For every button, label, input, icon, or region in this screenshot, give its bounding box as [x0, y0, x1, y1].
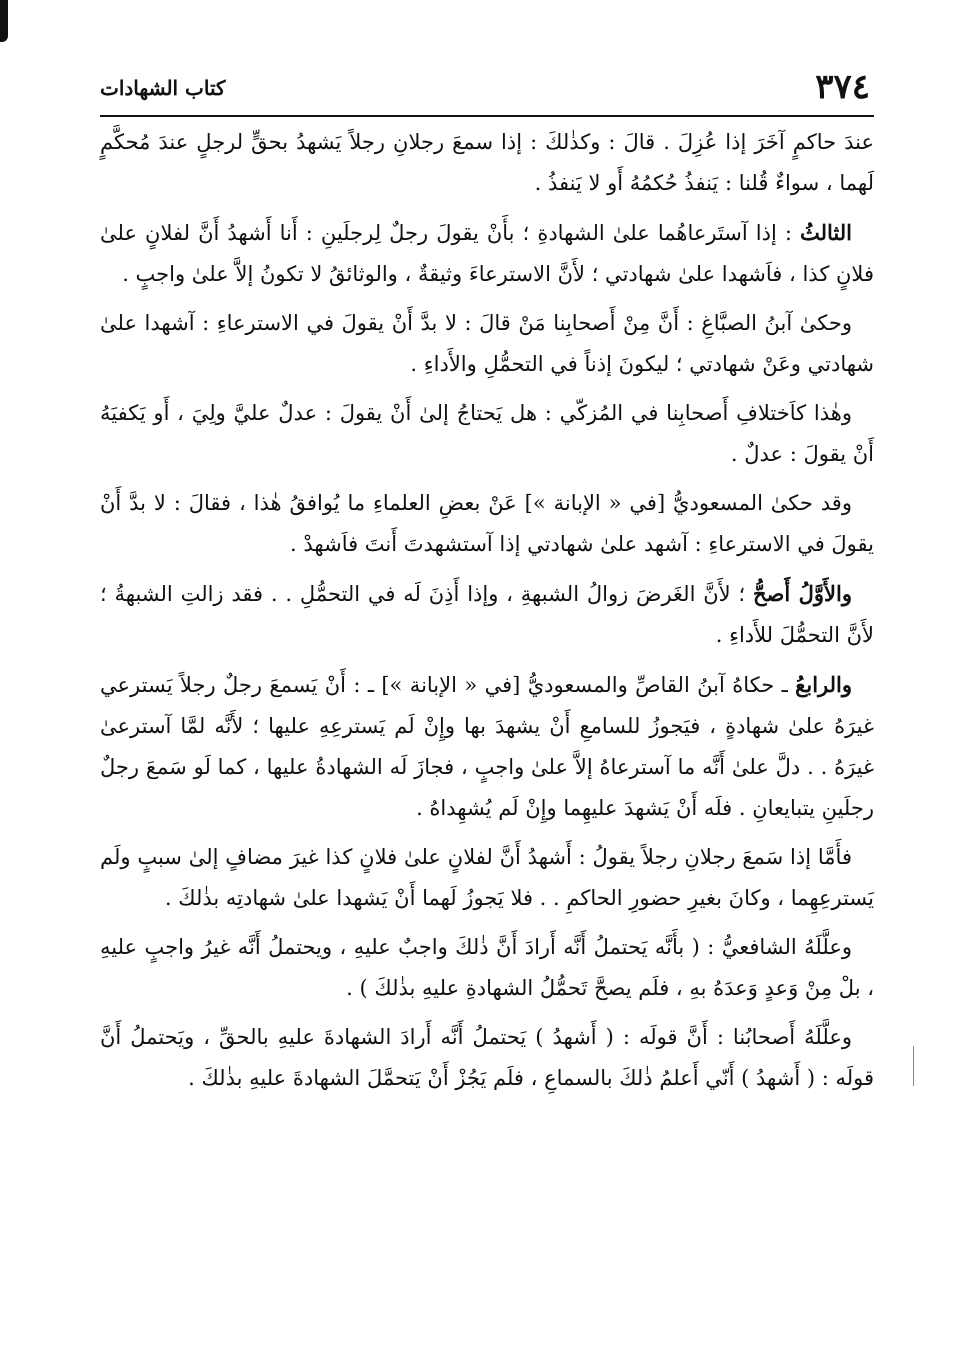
paragraph-text: وعلَّلَهُ أَصحابُنا : أَنَّ قولَه : ( أَشهدُ ) يَحتملُ أَنَّه أَرادَ الشهادةَ عليهِ بالحقِّ ، ويَحتملُ أَنَّ قولَه : ( أَشهدُ ) أَنّي أَعلمُ ذٰلكَ بالسماعِ ، فلَم يَجُزْ أَنْ يَتحمَّلَ الشهادةَ عليهِ بذٰلكَ .: [100, 1025, 874, 1090]
paragraph-text: وعلَّلَهُ الشافعيُّ : ( بأَنَّه يَحتملُ أَنَّه أَرادَ أَنَّ ذٰلكَ واجبٌ عليهِ ، ويحتملُ أَنَّه غيرُ واجبٍ عليهِ ، بلْ مِنْ وَعدٍ وَعدَهُ بهِ ، فلَم يصحَّ تَحمُّلُ الشهادةِ عليهِ بذٰلكَ ) .: [100, 935, 874, 1000]
paragraph: [100, 483, 874, 565]
paragraph-text: وقد حكىٰ المسعوديُّ [في « الإبانة »] عَنْ بعضِ العلماءِ ما يُوافقُ هٰذا ، فقالَ : لا بدَّ أَنْ يقولَ في الاسترعاءِ : آشهد علىٰ شهادتي إذا آستشهدتَ أَنتَ فاَشهدْ .: [100, 491, 874, 556]
paragraph-text: عندَ حاكمٍ آخَرَ إذا عُزِلَ . قالَ : وكذٰلكَ : إذا سمعَ رجلانِ رجلاً يَشهدُ بحقٍّ لرجلٍ عندَ مُحكَّمٍ لَهما ، سواءٌ قُلنا : يَنفذُ حُكمُهُ أَو لا يَنفذُ .: [100, 130, 874, 195]
margin-pencil-mark: [913, 1046, 914, 1086]
paragraph-text: ـ حكاهُ آبنُ القاصِّ والمسعوديُّ [في « الإبانة »] ـ : أَنْ يَسمعَ رجلٌ رجلاً يَسترعي غيرَهُ علىٰ شهادةٍ ، فيَجوزُ للسامعِ أَنْ يشهدَ بها وإِنْ لَم يَسترعِهِ عليها ؛ لأَنَّه لمَّا آسترعىٰ غيرَهُ . . دلَّ علىٰ أَنَّه ما آسترعاهُ إلاَّ علىٰ واجبٍ ، فجازَ لَه الشهادةُ عليها ، كما لَو سَمعَ رجلٌ رجلَينِ يتبايعانِ . فلَه أَنْ يَشهدَ عليهِما وإِنْ لَم يُشهِداهُ .: [100, 673, 874, 820]
paragraph-text: ؛ لأَنَّ الغَرضَ زوالُ الشبهةِ ، وإذا أَذِنَ لَه في التحمُّلِ . . فقد زالتِ الشبهةُ ؛ لأَنَّ التحمُّلَ للأَداءِ .: [100, 582, 874, 647]
scan-edge-mark: [0, 0, 8, 42]
paragraph-lead: الثالثُ: [800, 220, 852, 245]
paragraph-lead: والرابعُ: [795, 672, 852, 697]
paragraph-text: وهٰذا كاَختلافِ أَصحابِنا في المُزكّي : هل يَحتاجُ إلىٰ أَنْ يقولَ : عدلٌ عليَّ ولِيَ ، أَو يَكفيَهُ أَنْ يقولَ : عدلٌ .: [100, 401, 874, 466]
paragraph: [100, 927, 874, 1009]
header-divider: [100, 115, 874, 117]
page-number: ٣٧٤: [815, 67, 870, 107]
paragraph: [100, 212, 874, 295]
paragraph: [100, 573, 874, 656]
paragraph-lead: والأَوَّلُ أَصحُّ: [752, 581, 853, 606]
paragraph: [100, 664, 874, 829]
paragraph-text: فأَمَّا إذا سَمعَ رجلانِ رجلاً يقولُ : أَشهدُ أَنَّ لفلانٍ علىٰ فلانٍ كذا غيرَ مضافٍ إلىٰ سببٍ ولَم يَسترعِهِما ، وكانَ بغيرِ حضورِ الحاكمِ . . فلا يَجوزُ لَهما أَنْ يَشهدا علىٰ شهادتِه بذٰلكَ .: [100, 845, 874, 910]
paragraph-text: : إذا آستَرعاهُما علىٰ الشهادةِ ؛ بأَنْ يقولَ رجلٌ لِرجلَينِ : أَنا أَشهدُ أَنَّ لفلانٍ علىٰ فلانٍ كذا ، فاَشهدا علىٰ شهادتي ؛ لأَنَّ الاسترعاءَ وثيقةٌ ، والوثائقُ لا تكونُ إلاَّ علىٰ واجبٍ .: [100, 221, 874, 286]
paragraph: [100, 393, 874, 475]
paragraph: [100, 303, 874, 385]
paragraph: [100, 837, 874, 919]
paragraph-text: وحكىٰ آبنُ الصبَّاغِ : أَنَّ مِنْ أَصحابِنا مَنْ قالَ : لا بدَّ أَنْ يقولَ في الاسترعاءِ : آشهدا علىٰ شهادتي وعَنْ شهادتي ؛ ليكونَ إذناً في التحمُّلِ والأَداءِ .: [100, 311, 874, 376]
page-header: [100, 62, 870, 112]
paragraph: [100, 1017, 874, 1099]
page-body: [100, 122, 874, 1107]
running-title: كتاب الشهادات: [100, 76, 226, 100]
paragraph: [100, 122, 874, 204]
